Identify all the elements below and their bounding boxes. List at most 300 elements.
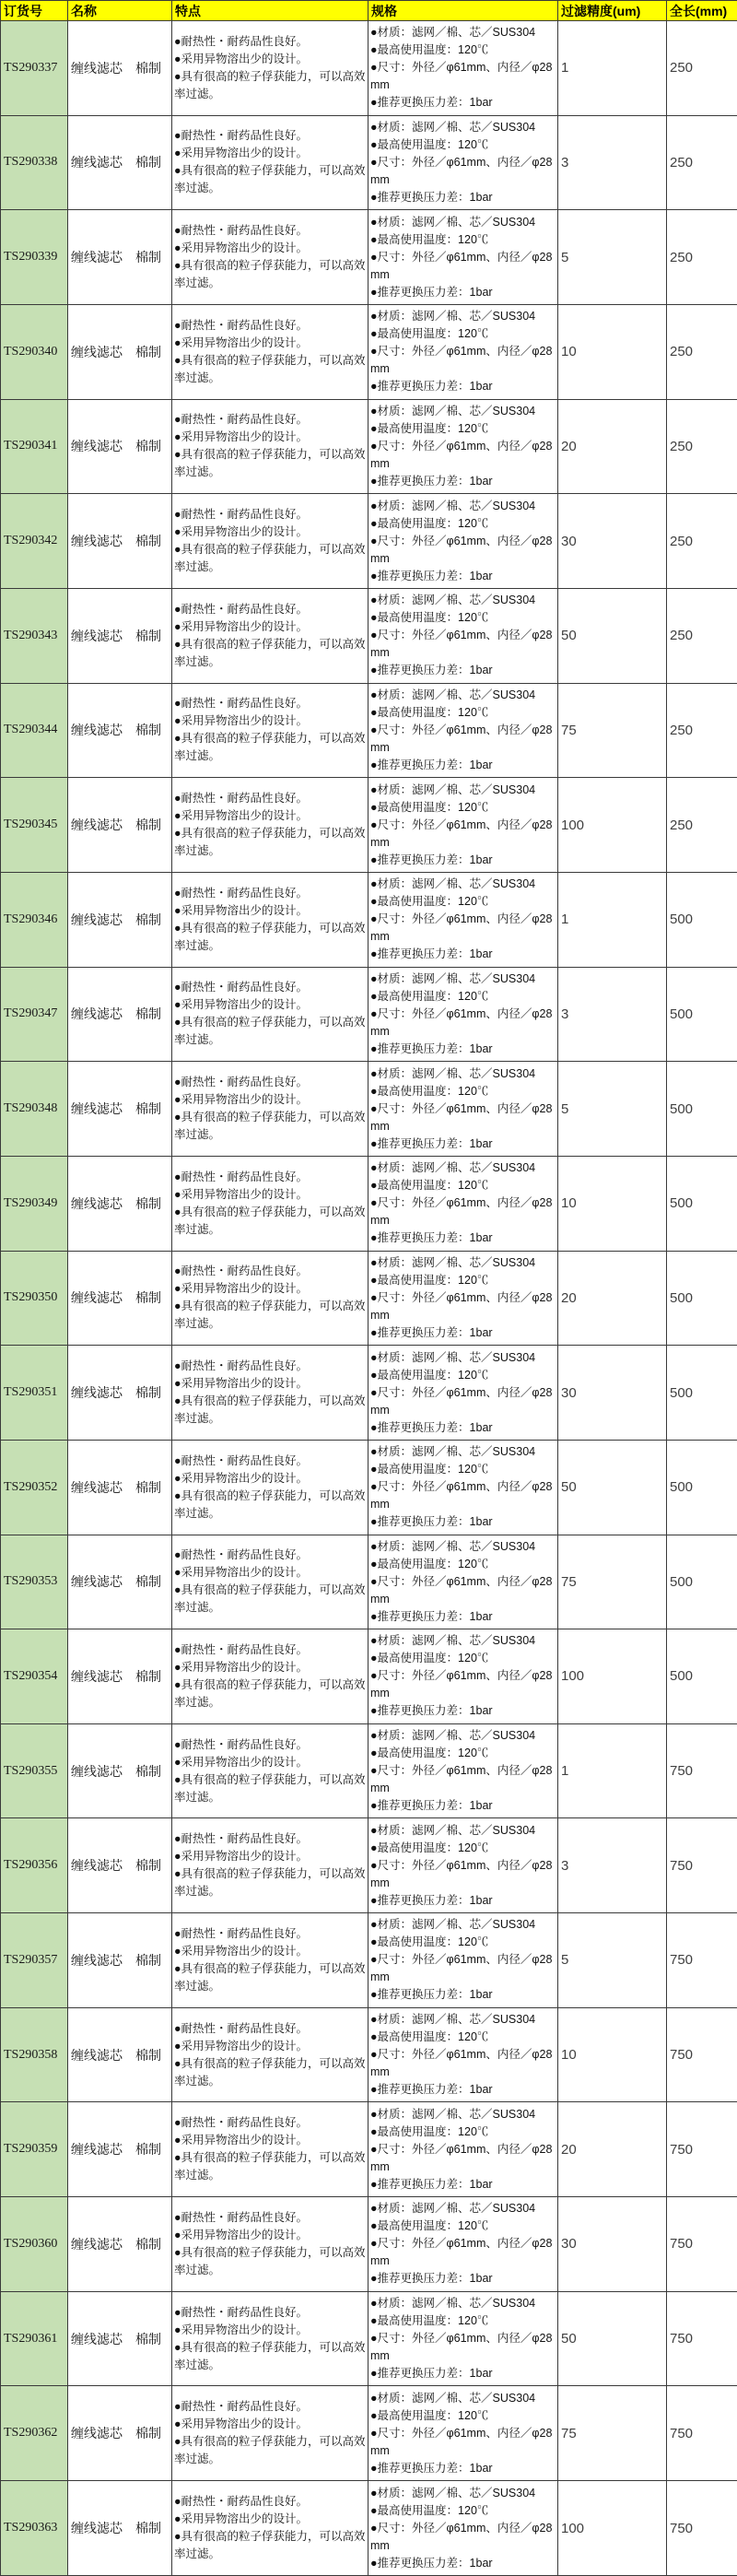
bullet-line: ●耐热性・耐药品性良好。 [174,1264,309,1278]
bullet-line: ●材质：滤网／棉、芯／SUS304 [370,688,536,701]
bullet-line: ●具有很高的粒子俘获能力，可以高效率过滤。 [174,1394,366,1426]
bullet-line: ●耐热性・耐药品性良好。 [174,2400,309,2414]
bullet-line: ●推荐更换压力差：1bar [370,474,493,488]
filtration-precision-cell: 1 [558,1723,667,1818]
bullet-line: ●材质：滤网／棉、芯／SUS304 [370,1066,536,1080]
order-number-cell: TS290340 [1,304,68,399]
product-name-cell: 缠线滤芯 棉制 [68,778,172,873]
filtration-precision-cell: 20 [558,2102,667,2197]
order-number-cell: TS290343 [1,588,68,683]
total-length-cell: 250 [667,683,737,778]
product-name-cell: 缠线滤芯 棉制 [68,1440,172,1535]
bullet-line: ●材质：滤网／棉、芯／SUS304 [370,310,536,323]
product-name-cell: 缠线滤芯 棉制 [68,967,172,1062]
table-body [1,21,737,2576]
bullet-line: ●采用异物溶出少的设计。 [174,2228,309,2241]
bullet-line: ●材质：滤网／棉、芯／SUS304 [370,971,536,985]
features-cell [172,1156,368,1251]
specs-cell [368,210,558,305]
table-row [1,1346,737,1441]
bullet-line: ●材质：滤网／棉、芯／SUS304 [370,1161,536,1175]
specs-cell [368,683,558,778]
order-number-cell: TS290355 [1,1723,68,1818]
specs-cell [368,967,558,1062]
specs-cell [368,2481,558,2576]
order-number-cell: TS290358 [1,2007,68,2102]
bullet-line: ●推荐更换压力差：1bar [370,947,493,961]
table-row [1,872,737,967]
features-cell [172,21,368,116]
bullet-line: ●采用异物溶出少的设计。 [174,1187,309,1201]
bullet-line: ●具有很高的粒子俘获能力，可以高效率过滤。 [174,448,366,479]
order-number-cell: TS290344 [1,683,68,778]
bullet-line: ●最高使用温度：120℃ [370,1652,489,1665]
bullet-line: ●最高使用温度：120℃ [370,800,489,814]
bullet-line: ●推荐更换压力差：1bar [370,664,493,677]
table-row [1,1440,737,1535]
bullet-line: ●具有很高的粒子俘获能力，可以高效率过滤。 [174,732,366,763]
bullet-line: ●耐热性・耐药品性良好。 [174,1170,309,1183]
bullet-line: ●最高使用温度：120℃ [370,895,489,909]
order-number-cell: TS290339 [1,210,68,305]
specs-cell [368,2291,558,2386]
bullet-line: ●尺寸：外径／φ61mm、内径／φ28mm [370,2237,553,2268]
bullet-line: ●采用异物溶出少的设计。 [174,2417,309,2431]
bullet-line: ●尺寸：外径／φ61mm、内径／φ28mm [370,2142,553,2173]
table-row [1,1156,737,1251]
bullet-line: ●具有很高的粒子俘获能力，可以高效率过滤。 [174,1772,366,1804]
product-name-cell: 缠线滤芯 棉制 [68,1723,172,1818]
table-row [1,2197,737,2292]
bullet-line: ●采用异物溶出少的设计。 [174,809,309,823]
bullet-line: ●采用异物溶出少的设计。 [174,147,309,160]
order-number-cell: TS290341 [1,399,68,494]
bullet-line: ●推荐更换压力差：1bar [370,2461,493,2475]
total-length-cell: 500 [667,1156,737,1251]
total-length-cell: 500 [667,1440,737,1535]
features-cell [172,1913,368,2008]
bullet-line: ●具有很高的粒子俘获能力，可以高效率过滤。 [174,353,366,384]
order-number-cell: TS290342 [1,494,68,589]
total-length-cell: 500 [667,872,737,967]
product-name-cell: 缠线滤芯 棉制 [68,1629,172,1724]
filtration-precision-cell: 10 [558,2007,667,2102]
bullet-line: ●尺寸：外径／φ61mm、内径／φ28mm [370,250,553,281]
total-length-cell: 500 [667,1251,737,1346]
specs-cell [368,1818,558,1913]
bullet-line: ●耐热性・耐药品性良好。 [174,2021,309,2035]
bullet-line: ●具有很高的粒子俘获能力，可以高效率过滤。 [174,164,366,195]
header-row [1,1,737,21]
table-row [1,1629,737,1724]
total-length-cell: 750 [667,1818,737,1913]
bullet-line: ●最高使用温度：120℃ [370,516,489,530]
product-name-cell: 缠线滤芯 棉制 [68,588,172,683]
col-header-name: 名称 [68,1,172,21]
bullet-line: ●材质：滤网／棉、芯／SUS304 [370,1823,536,1837]
bullet-line: ●尺寸：外径／φ61mm、内径／φ28mm [370,1006,553,1038]
bullet-line: ●材质：滤网／棉、芯／SUS304 [370,1634,536,1648]
bullet-line: ●具有很高的粒子俘获能力，可以高效率过滤。 [174,1867,366,1899]
bullet-line: ●最高使用温度：120℃ [370,1084,489,1098]
total-length-cell: 500 [667,1346,737,1441]
filtration-precision-cell: 50 [558,2291,667,2386]
bullet-line: ●耐热性・耐药品性良好。 [174,1453,309,1467]
total-length-cell: 250 [667,210,737,305]
product-name-cell: 缠线滤芯 棉制 [68,1913,172,2008]
table-row [1,2007,737,2102]
total-length-cell: 750 [667,2481,737,2576]
bullet-line: ●尺寸：外径／φ61mm、内径／φ28mm [370,345,553,376]
bullet-line: ●采用异物溶出少的设计。 [174,525,309,539]
total-length-cell: 250 [667,399,737,494]
bullet-line: ●尺寸：外径／φ61mm、内径／φ28mm [370,629,553,660]
product-name-cell: 缠线滤芯 棉制 [68,210,172,305]
bullet-line: ●尺寸：外径／φ61mm、内径／φ28mm [370,2521,553,2552]
order-number-cell: TS290354 [1,1629,68,1724]
order-number-cell: TS290359 [1,2102,68,2197]
bullet-line: ●材质：滤网／棉、芯／SUS304 [370,2202,536,2216]
bullet-line: ●耐热性・耐药品性良好。 [174,1076,309,1089]
bullet-line: ●具有很高的粒子俘获能力，可以高效率过滤。 [174,1677,366,1709]
bullet-line: ●尺寸：外径／φ61mm、内径／φ28mm [370,1574,553,1606]
bullet-line: ●采用异物溶出少的设计。 [174,2323,309,2336]
bullet-line: ●耐热性・耐药品性良好。 [174,602,309,616]
order-number-cell: TS290357 [1,1913,68,2008]
table-row [1,304,737,399]
bullet-line: ●最高使用温度：120℃ [370,611,489,625]
bullet-line: ●最高使用温度：120℃ [370,2030,489,2044]
total-length-cell: 750 [667,1723,737,1818]
bullet-line: ●耐热性・耐药品性良好。 [174,1832,309,1846]
bullet-line: ●尺寸：外径／φ61mm、内径／φ28mm [370,2332,553,2363]
features-cell [172,588,368,683]
bullet-line: ●耐热性・耐药品性良好。 [174,224,309,238]
product-name-cell: 缠线滤芯 棉制 [68,2102,172,2197]
col-header-length: 全长(mm) [667,1,737,21]
bullet-line: ●采用异物溶出少的设计。 [174,430,309,444]
bullet-line: ●最高使用温度：120℃ [370,327,489,341]
bullet-line: ●耐热性・耐药品性良好。 [174,318,309,332]
specs-cell [368,494,558,589]
bullet-line: ●材质：滤网／棉、芯／SUS304 [370,2486,536,2500]
bullet-line: ●推荐更换压力差：1bar [370,1231,493,1245]
features-cell [172,304,368,399]
filtration-precision-cell: 100 [558,2481,667,2576]
features-cell [172,1723,368,1818]
filtration-precision-cell: 75 [558,1535,667,1629]
bullet-line: ●采用异物溶出少的设计。 [174,1850,309,1864]
filtration-precision-cell: 20 [558,1251,667,1346]
features-cell [172,2386,368,2481]
filtration-precision-cell: 30 [558,1346,667,1441]
bullet-line: ●具有很高的粒子俘获能力，可以高效率过滤。 [174,921,366,952]
bullet-line: ●采用异物溶出少的设计。 [174,335,309,349]
bullet-line: ●耐热性・耐药品性良好。 [174,2116,309,2130]
total-length-cell: 500 [667,1062,737,1157]
filtration-precision-cell: 5 [558,210,667,305]
order-number-cell: TS290352 [1,1440,68,1535]
total-length-cell: 250 [667,588,737,683]
table-row [1,2386,737,2481]
bullet-line: ●具有很高的粒子俘获能力，可以高效率过滤。 [174,2245,366,2276]
bullet-line: ●材质：滤网／棉、芯／SUS304 [370,1255,536,1269]
order-number-cell: TS290346 [1,872,68,967]
bullet-line: ●采用异物溶出少的设计。 [174,1093,309,1107]
bullet-line: ●具有很高的粒子俘获能力，可以高效率过滤。 [174,827,366,858]
bullet-line: ●耐热性・耐药品性良好。 [174,1926,309,1940]
product-name-cell: 缠线滤芯 棉制 [68,494,172,589]
filtration-precision-cell: 50 [558,1440,667,1535]
specs-cell [368,1913,558,2008]
bullet-line: ●具有很高的粒子俘获能力，可以高效率过滤。 [174,259,366,290]
bullet-line: ●采用异物溶出少的设计。 [174,1755,309,1769]
bullet-line: ●推荐更换压力差：1bar [370,758,493,771]
features-cell [172,2481,368,2576]
bullet-line: ●推荐更换压力差：1bar [370,190,493,204]
bullet-line: ●具有很高的粒子俘获能力，可以高效率过滤。 [174,543,366,574]
bullet-line: ●具有很高的粒子俘获能力，可以高效率过滤。 [174,1488,366,1520]
total-length-cell: 500 [667,1535,737,1629]
product-name-cell: 缠线滤芯 棉制 [68,115,172,210]
table-row [1,2102,737,2197]
bullet-line: ●推荐更换压力差：1bar [370,1704,493,1718]
specs-cell [368,115,558,210]
bullet-line: ●推荐更换压力差：1bar [370,1136,493,1150]
filtration-precision-cell: 75 [558,2386,667,2481]
bullet-line: ●推荐更换压力差：1bar [370,1041,493,1055]
bullet-line: ●推荐更换压力差：1bar [370,1609,493,1623]
bullet-line: ●采用异物溶出少的设计。 [174,1471,309,1485]
total-length-cell: 750 [667,2197,737,2292]
bullet-line: ●尺寸：外径／φ61mm、内径／φ28mm [370,439,553,470]
bullet-line: ●采用异物溶出少的设计。 [174,619,309,633]
features-cell [172,872,368,967]
col-header-precision: 过滤精度(um) [558,1,667,21]
table-row [1,399,737,494]
bullet-line: ●耐热性・耐药品性良好。 [174,1548,309,1562]
bullet-line: ●推荐更换压力差：1bar [370,2083,493,2097]
order-number-cell: TS290361 [1,2291,68,2386]
specs-cell [368,1629,558,1724]
bullet-line: ●采用异物溶出少的设计。 [174,714,309,728]
bullet-line: ●材质：滤网／棉、芯／SUS304 [370,1539,536,1553]
total-length-cell: 500 [667,967,737,1062]
bullet-line: ●采用异物溶出少的设计。 [174,1944,309,1958]
bullet-line: ●具有很高的粒子俘获能力，可以高效率过滤。 [174,1583,366,1615]
table-header [1,1,737,21]
specs-cell [368,2197,558,2292]
bullet-line: ●推荐更换压力差：1bar [370,2556,493,2570]
bullet-line: ●耐热性・耐药品性良好。 [174,1737,309,1751]
features-cell [172,2007,368,2102]
bullet-line: ●耐热性・耐药品性良好。 [174,413,309,427]
bullet-line: ●耐热性・耐药品性良好。 [174,34,309,48]
bullet-line: ●尺寸：外径／φ61mm、内径／φ28mm [370,1101,553,1133]
filtration-precision-cell: 30 [558,494,667,589]
filtration-precision-cell: 20 [558,399,667,494]
bullet-line: ●尺寸：外径／φ61mm、内径／φ28mm [370,155,553,186]
features-cell [172,1346,368,1441]
product-name-cell: 缠线滤芯 棉制 [68,2386,172,2481]
specs-cell [368,1062,558,1157]
features-cell [172,2102,368,2197]
bullet-line: ●采用异物溶出少的设计。 [174,241,309,255]
bullet-line: ●最高使用温度：120℃ [370,705,489,719]
bullet-line: ●具有很高的粒子俘获能力，可以高效率过滤。 [174,2056,366,2088]
features-cell [172,2291,368,2386]
bullet-line: ●材质：滤网／棉、芯／SUS304 [370,1729,536,1743]
features-cell [172,1251,368,1346]
bullet-line: ●尺寸：外径／φ61mm、内径／φ28mm [370,1480,553,1511]
total-length-cell: 750 [667,2102,737,2197]
specs-cell [368,1535,558,1629]
order-number-cell: TS290350 [1,1251,68,1346]
order-number-cell: TS290356 [1,1818,68,1913]
filtration-precision-cell: 50 [558,588,667,683]
filtration-precision-cell: 5 [558,1062,667,1157]
bullet-line: ●最高使用温度：120℃ [370,2124,489,2138]
bullet-line: ●尺寸：外径／φ61mm、内径／φ28mm [370,817,553,849]
filtration-precision-cell: 30 [558,2197,667,2292]
bullet-line: ●推荐更换压力差：1bar [370,2367,493,2381]
filtration-precision-cell: 10 [558,304,667,399]
total-length-cell: 750 [667,2291,737,2386]
bullet-line: ●尺寸：外径／φ61mm、内径／φ28mm [370,2426,553,2457]
bullet-line: ●尺寸：外径／φ61mm、内径／φ28mm [370,1953,553,1984]
table-row [1,210,737,305]
bullet-line: ●采用异物溶出少的设计。 [174,2512,309,2526]
filtration-precision-cell: 100 [558,1629,667,1724]
filtration-precision-cell: 10 [558,1156,667,1251]
product-name-cell: 缠线滤芯 棉制 [68,21,172,116]
bullet-line: ●最高使用温度：120℃ [370,43,489,57]
product-name-cell: 缠线滤芯 棉制 [68,1062,172,1157]
bullet-line: ●采用异物溶出少的设计。 [174,52,309,65]
table-row [1,115,737,210]
table-row [1,1723,737,1818]
bullet-line: ●具有很高的粒子俘获能力，可以高效率过滤。 [174,2530,366,2561]
bullet-line: ●最高使用温度：120℃ [370,1368,489,1382]
specs-cell [368,2102,558,2197]
bullet-line: ●最高使用温度：120℃ [370,2219,489,2233]
bullet-line: ●材质：滤网／棉、芯／SUS304 [370,1350,536,1364]
order-number-cell: TS290360 [1,2197,68,2292]
bullet-line: ●最高使用温度：120℃ [370,137,489,151]
filtration-precision-cell: 3 [558,115,667,210]
bullet-line: ●采用异物溶出少的设计。 [174,1660,309,1674]
features-cell [172,1535,368,1629]
specs-cell [368,1723,558,1818]
product-name-cell: 缠线滤芯 棉制 [68,1346,172,1441]
features-cell [172,778,368,873]
bullet-line: ●最高使用温度：120℃ [370,1747,489,1760]
total-length-cell: 750 [667,2386,737,2481]
bullet-line: ●最高使用温度：120℃ [370,1557,489,1570]
bullet-line: ●耐热性・耐药品性良好。 [174,886,309,900]
bullet-line: ●材质：滤网／棉、芯／SUS304 [370,2297,536,2311]
bullet-line: ●材质：滤网／棉、芯／SUS304 [370,499,536,512]
product-name-cell: 缠线滤芯 棉制 [68,2007,172,2102]
specs-cell [368,1156,558,1251]
specs-cell [368,1346,558,1441]
bullet-line: ●具有很高的粒子俘获能力，可以高效率过滤。 [174,1300,366,1331]
bullet-line: ●最高使用温度：120℃ [370,2503,489,2517]
features-cell [172,399,368,494]
bullet-line: ●推荐更换压力差：1bar [370,1988,493,2002]
bullet-line: ●尺寸：外径／φ61mm、内径／φ28mm [370,1669,553,1700]
bullet-line: ●尺寸：外径／φ61mm、内径／φ28mm [370,723,553,754]
bullet-line: ●推荐更换压力差：1bar [370,569,493,582]
bullet-line: ●采用异物溶出少的设计。 [174,998,309,1012]
bullet-line: ●采用异物溶出少的设计。 [174,2039,309,2053]
features-cell [172,683,368,778]
bullet-line: ●材质：滤网／棉、芯／SUS304 [370,120,536,134]
specs-cell [368,1251,558,1346]
bullet-line: ●推荐更换压力差：1bar [370,285,493,299]
filtration-precision-cell: 3 [558,1818,667,1913]
bullet-line: ●尺寸：外径／φ61mm、内径／φ28mm [370,1385,553,1417]
specs-cell [368,21,558,116]
bullet-line: ●尺寸：外径／φ61mm、内径／φ28mm [370,1290,553,1322]
product-name-cell: 缠线滤芯 棉制 [68,683,172,778]
bullet-line: ●尺寸：外径／φ61mm、内径／φ28mm [370,1764,553,1795]
bullet-line: ●推荐更换压力差：1bar [370,1325,493,1339]
bullet-line: ●推荐更换压力差：1bar [370,2272,493,2286]
bullet-line: ●具有很高的粒子俘获能力，可以高效率过滤。 [174,2435,366,2466]
bullet-line: ●耐热性・耐药品性良好。 [174,1359,309,1373]
table-row [1,778,737,873]
order-number-cell: TS290348 [1,1062,68,1157]
table-row [1,2481,737,2576]
bullet-line: ●最高使用温度：120℃ [370,1273,489,1287]
features-cell [172,1440,368,1535]
bullet-line: ●耐热性・耐药品性良好。 [174,129,309,143]
total-length-cell: 250 [667,494,737,589]
bullet-line: ●采用异物溶出少的设计。 [174,1377,309,1391]
specs-cell [368,2007,558,2102]
table-row [1,683,737,778]
bullet-line: ●耐热性・耐药品性良好。 [174,2305,309,2319]
bullet-line: ●材质：滤网／棉、芯／SUS304 [370,877,536,891]
bullet-line: ●尺寸：外径／φ61mm、内径／φ28mm [370,61,553,92]
table-row [1,588,737,683]
bullet-line: ●材质：滤网／棉、芯／SUS304 [370,404,536,418]
bullet-line: ●耐热性・耐药品性良好。 [174,2210,309,2224]
bullet-line: ●材质：滤网／棉、芯／SUS304 [370,2107,536,2121]
total-length-cell: 750 [667,2007,737,2102]
product-name-cell: 缠线滤芯 棉制 [68,399,172,494]
product-name-cell: 缠线滤芯 棉制 [68,2481,172,2576]
features-cell [172,210,368,305]
bullet-line: ●最高使用温度：120℃ [370,1463,489,1476]
bullet-line: ●耐热性・耐药品性良好。 [174,792,309,806]
bullet-line: ●最高使用温度：120℃ [370,989,489,1003]
bullet-line: ●具有很高的粒子俘获能力，可以高效率过滤。 [174,1111,366,1142]
filtration-precision-cell: 75 [558,683,667,778]
features-cell [172,494,368,589]
order-number-cell: TS290347 [1,967,68,1062]
bullet-line: ●耐热性・耐药品性良好。 [174,697,309,711]
bullet-line: ●具有很高的粒子俘获能力，可以高效率过滤。 [174,2340,366,2371]
order-number-cell: TS290337 [1,21,68,116]
specs-cell [368,399,558,494]
bullet-line: ●推荐更换压力差：1bar [370,1799,493,1813]
table-row [1,1062,737,1157]
product-name-cell: 缠线滤芯 棉制 [68,1251,172,1346]
col-header-features: 特点 [172,1,368,21]
bullet-line: ●具有很高的粒子俘获能力，可以高效率过滤。 [174,1016,366,1047]
